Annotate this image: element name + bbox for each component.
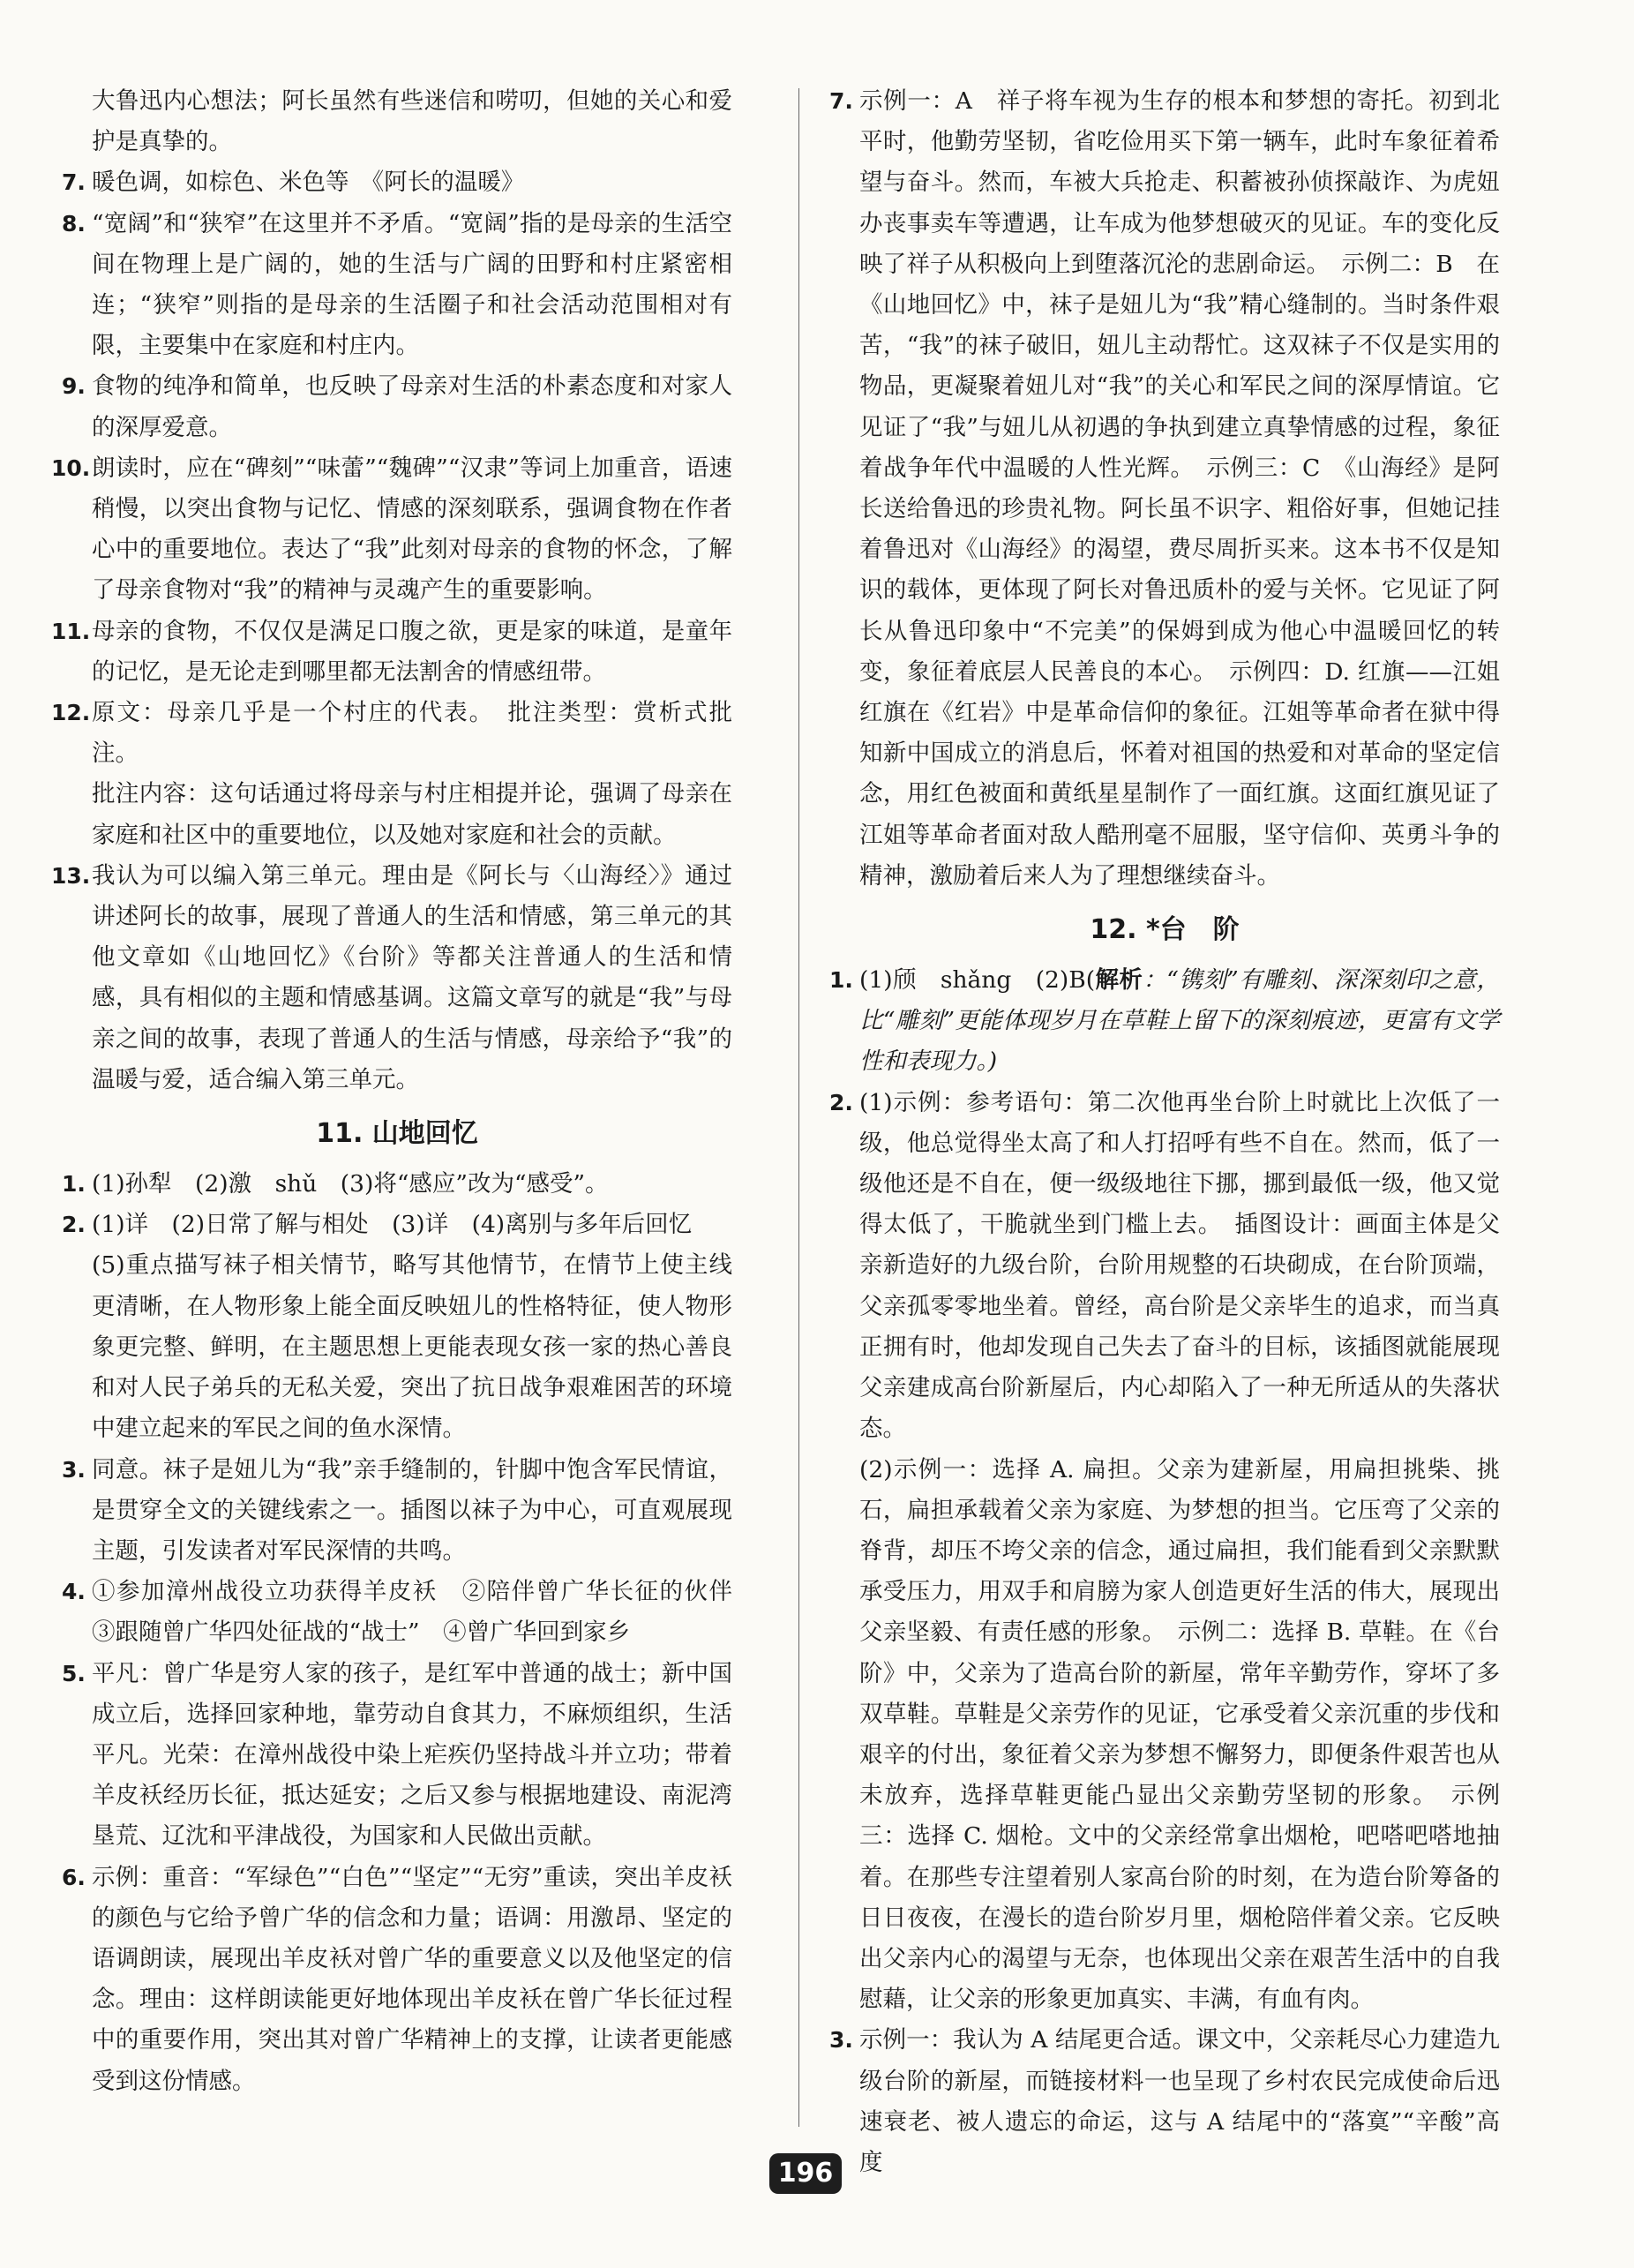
answer-item: 7. 示例一：A 祥子将车视为生存的根本和梦想的寄托。初到北平时，他勤劳坚韧，省吃俭用买下第一辆车，此时车象征着希望与奋斗。然而，车被大兵抢走、积蓄被孙侦探敲诈、为虎妞办丧事卖车等遭遇，让车成为他梦想破灭的见证。车的变化反映了祥子从积极向上到堕落沉沦的悲剧命运。 示例二：B 在《山地回忆》中，袜子是妞儿为“我”精心缝制的。当时条件艰苦，“我”的袜子破旧，妞儿主动帮忙。这双袜子不仅是实用的物品，更凝聚着妞儿对“我”的关心和军民之间的深厚情谊。它见证了“我”与妞儿从初遇的争执到建立真挚情感的过程，象征着战争年代中温暖的人性光辉。 示例三：C 《山海经》是阿长送给鲁迅的珍贵礼物。阿长虽不识字、粗俗好事，但她记挂着鲁迅对《山海经》的渴望，费尽周折买来。这本书不仅是知识的载体，更体现了阿长对鲁迅质朴的爱与关怀。它见证了阿长从鲁迅印象中“不完美”的保姆到成为他心中温暖回忆的转变，象征着底层人民善良的本心。 示例四：D. 红旗——江姐红旗在《红岩》中是革命信仰的象征。江姐等革命者在狱中得知新中国成立的消息后，怀着对祖国的热爱和对革命的坚定信念，用红色被面和黄纸星星制作了一面红旗。这面红旗见证了江姐等革命者面对敌人酷刑毫不屈服，坚守信仰、英勇斗争的精神，激励着后来人为了理想继续奋斗。: [829, 87, 1500, 890]
answer-item-continued: (5)重点描写袜子相关情节，略写其他情节，在情节上使主线更清晰，在人物形象上能全面反映妞儿的性格特征，使人物形象更完整、鲜明，在主题思想上更能表现女孩一家的热心善良和对人民子弟兵的无私关爱，突出了抗日战争艰难困苦的环境中建立起来的军民之间的鱼水深情。: [92, 1251, 732, 1443]
answer-item: 1. (1)孙犁 (2)激 shǔ (3)将“感应”改为“感受”。: [62, 1170, 609, 1198]
answer-item-continued: 批注内容：这句话通过将母亲与村庄相提并论，强调了母亲在家庭和社区中的重要地位，以及她对家庭和社会的贡献。: [92, 780, 732, 849]
column-divider: [798, 88, 799, 2127]
analysis-label: 解析: [1095, 966, 1143, 995]
answer-item: 13. 我认为可以编入第三单元。理由是《阿长与〈山海经〉》通过讲述阿长的故事，展现了普通人的生活和情感，第三单元的其他文章如《山地回忆》《台阶》等都关注普通人的生活和情感，具有相似的主题和情感基调。这篇文章写的就是“我”与母亲之间的故事，表现了普通人的生活与情感，母亲给予“我”的温暖与爱，适合编入第三单元。: [51, 861, 732, 1093]
section-title: 12. *台 阶: [1090, 914, 1240, 946]
answer-item: 4. ①参加漳州战役立功获得羊皮袄 ②陪伴曾广华长征的伙伴 ③跟随曾广华四处征战的“战士” ④曾广华回到家乡: [62, 1578, 756, 1647]
answer-item: 1. (1)颀 shǎng (2)B(解析：“镌刻”有雕刻、深深刻印之意，比“雕刻”更能体现岁月在草鞋上留下的深刻痕迹，更富有文学性和表现力。): [829, 966, 1500, 1076]
answer-item: 6. 示例：重音：“军绿色”“白色”“坚定”“无穷”重读，突出羊皮袄的颜色与它给予曾广华的信念和力量；语调：用激昂、坚定的语调朗读，展现出羊皮袄对曾广华的重要意义以及他坚定的信念。理由：这样朗读能更好地体现出羊皮袄在曾广华长征过程中的重要作用，突出其对曾广华精神上的支撑，让读者更能感受到这份情感。: [62, 1863, 732, 2095]
answer-item: 11. 母亲的食物，不仅仅是满足口腹之欲，更是家的味道，是童年的记忆，是无论走到哪里都无法割舍的情感纽带。: [51, 617, 732, 686]
answer-item: 2. (1)示例：参考语句：第二次他再坐台阶上时就比上次低了一级，他总觉得坐太高了和人打招呼有些不自在。然而，低了一级他还是不自在，便一级级地往下挪，挪到最低一级，他又觉得太低了，干脆就坐到门槛上去。 插图设计：画面主体是父亲新造好的九级台阶，台阶用规整的石块砌成，在台阶顶端，父亲孤零零地坐着。曾经，高台阶是父亲毕生的追求，而当真正拥有时，他却发现自己失去了奋斗的目标，该插图就能展现父亲建成高台阶新屋后，内心却陷入了一种无所适从的失落状态。: [829, 1088, 1500, 1443]
left-column: [51, 81, 756, 2102]
answer-item: 10. 朗读时，应在“碑刻”“味蕾”“魏碑”“汉隶”等词上加重音，语速稍慢，以突出食物与记忆、情感的深刻联系，强调食物在作者心中的重要地位。表达了“我”此刻对母亲的食物的怀念，了解了母亲食物对“我”的精神与灵魂产生的重要影响。: [51, 454, 732, 605]
answer-item: 5. 平凡：曾广华是穷人家的孩子，是红军中普通的战士；新中国成立后，选择回家种地，靠劳动自食其力，不麻烦组织，生活平凡。光荣：在漳州战役中染上疟疾仍坚持战斗并立功；带着羊皮袄经历长征，抵达延安；之后又参与根据地建设、南泥湾垦荒、辽沈和平津战役，为国家和人民做出贡献。: [62, 1659, 732, 1851]
answer-item-continued: (2)示例一：选择 A. 扁担。父亲为建新屋，用扁担挑柴、挑石，扁担承载着父亲为家庭、为梦想的担当。它压弯了父亲的脊背，却压不垮父亲的信念，通过扁担，我们能看到父亲默默承受压力，用双手和肩膀为家人创造更好生活的伟大，展现出父亲坚毅、有责任感的形象。 示例二：选择 B. 草鞋。在《台阶》中，父亲为了造高台阶的新屋，常年辛勤劳作，穿坏了多双草鞋。草鞋是父亲劳作的见证，它承受着父亲沉重的步伐和艰辛的付出，象征着父亲为梦想不懈努力，即便条件艰苦也从未放弃，选择草鞋更能凸显出父亲勤劳坚韧的形象。 示例三：选择 C. 烟枪。文中的父亲经常拿出烟枪，吧嗒吧嗒地抽着。在那些专注望着别人家高台阶的时刻，在为造台阶筹备的日日夜夜，在漫长的造台阶岁月里，烟枪陪伴着父亲。它反映出父亲内心的渴望与无奈，也体现出父亲在艰苦生活中的自我慰藉，让父亲的形象更加真实、丰满，有血有肉。: [859, 1455, 1500, 2014]
answer-item: 9. 食物的纯净和简单，也反映了母亲对生活的朴素态度和对家人的深厚爱意。: [62, 372, 732, 441]
answer-item: 3. 同意。袜子是妞儿为“我”亲手缝制的，针脚中饱含军民情谊，是贯穿全文的关键线索之一。插图以袜子为中心，可直观展现主题，引发读者对军民深情的共鸣。: [62, 1455, 732, 1565]
right-column: [829, 81, 1500, 2183]
answer-item: 8. “宽阔”和“狭窄”在这里并不矛盾。“宽阔”指的是母亲的生活空间在物理上是广阔的，她的生活与广阔的田野和村庄紧密相连；“狭窄”则指的是母亲的生活圈子和社会活动范围相对有限，主要集中在家庭和村庄内。: [62, 209, 732, 360]
answer-item: 3. 示例一：我认为 A 结尾更合适。课文中，父亲耗尽心力建造九级台阶的新屋，而链接材料一也呈现了乡村农民完成使命后迅速衰老、被人遗忘的命运，这与 A 结尾中的“落寞”“辛酸”高度: [829, 2026, 1500, 2176]
intro-paragraph: 大鲁迅内心想法；阿长虽然有些迷信和唠叨，但她的关心和爱护是真挚的。: [92, 87, 732, 156]
section-title: 11. 山地回忆: [316, 1118, 478, 1150]
answer-item: 12. 原文：母亲几乎是一个村庄的代表。 批注类型：赏析式批注。: [51, 699, 732, 768]
page-number: 196: [769, 2153, 842, 2194]
answer-item: 2. (1)详 (2)日常了解与相处 (3)详 (4)离别与多年后回忆: [62, 1211, 693, 1239]
answer-item: 7. 暖色调，如棕色、米色等 《阿长的温暖》: [62, 169, 525, 197]
